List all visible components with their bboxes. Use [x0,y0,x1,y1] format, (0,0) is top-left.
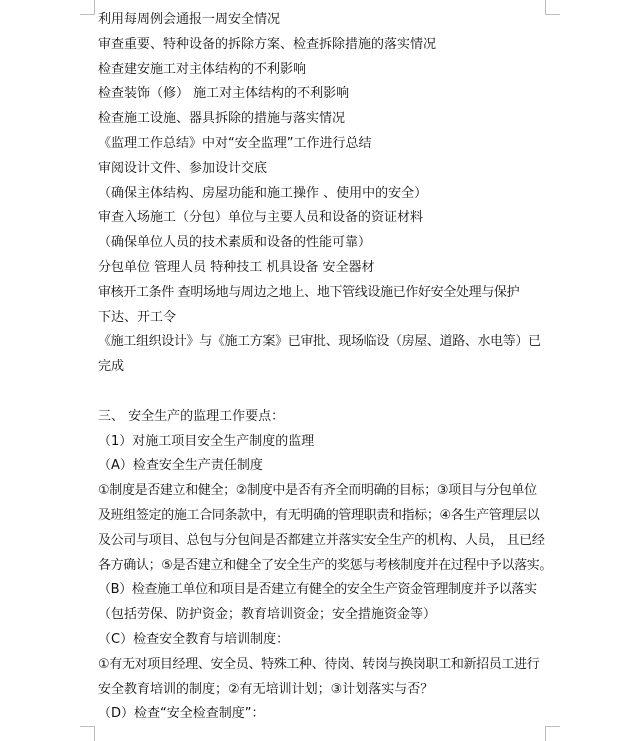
text-line: ①有无对项目经理、安全员、特殊工种、待岗、转岗与换岗职工和新招员工进行 [98,656,540,672]
text-line: 分包单位 管理人员 特种技工 机具设备 安全器材 [98,259,375,275]
text-line: 《施工组织设计》与《施工方案》已审批、现场临设（房屋、道路、水电等）已 [98,334,541,350]
section-heading: 三、 安全生产的监理工作要点： [98,408,285,424]
text-line: 及公司与项目、总包与分包间是否都建立并落实安全生产的机构、人员， 且已经 [98,532,545,548]
text-line: 审核开工条件 查明场地与周边之地上、地下管线设施已作好安全处理与保护 [98,284,520,300]
text-line: （C）检查安全教育与培训制度： [98,631,290,647]
text-line: （B）检查施工单位和项目是否建立有健全的安全生产资金管理制度并予以落实 [98,582,537,598]
crop-mark-bottom-left [80,726,95,741]
text-line: 检查建安施工对主体结构的不利影响 [98,61,307,77]
text-line: （确保单位人员的技术素质和设备的性能可靠） [98,235,372,251]
text-line: 《监理工作总结》中对“安全监理”工作进行总结 [98,135,372,151]
text-line: 检查装饰（修） 施工对主体结构的不利影响 [98,86,350,102]
text-line: （包括劳保、防护资金；教育培训资金；安全措施资金等） [98,607,437,623]
text-line: （1）对施工项目安全生产制度的监理 [98,433,315,449]
text-line: （D）检查“安全检查制度”： [98,706,265,722]
text-line: 审查重要、特种设备的拆除方案、检查拆除措施的落实情况 [98,36,437,52]
text-line: 利用每周例会通报一周安全情况 [98,12,281,27]
text-line: 检查施工设施、器具拆除的措施与落实情况 [98,111,346,127]
document-body [98,8,553,727]
text-line: 安全教育培训的制度；②有无培训计划；③计划落实与否？ [98,681,434,697]
text-line: （A）检查安全生产责任制度 [98,458,263,474]
text-line: ①制度是否建立和健全；②制度中是否有齐全而明确的目标；③项目与分包单位 [98,483,537,499]
text-line: 下达、开工令 [98,309,177,325]
crop-mark-top-left [80,0,95,15]
text-line: 完成 [98,359,125,375]
text-line: 审查入场施工（分包）单位与主要人员和设备的资证材料 [98,210,424,226]
text-line: 及班组签定的施工合同条款中，有无明确的管理职责和指标；④各生产管理层以 [98,507,540,523]
text-line: 各方确认；⑤是否建立和健全了安全生产的奖惩与考核制度并在过程中予以落实。 [98,557,553,573]
text-line: 审阅设计文件、参加设计交底 [98,160,268,176]
crop-mark-bottom-right [545,726,560,741]
text-line: （确保主体结构、房屋功能和施工操作 、使用中的安全） [98,185,428,201]
blank-line [98,380,553,405]
